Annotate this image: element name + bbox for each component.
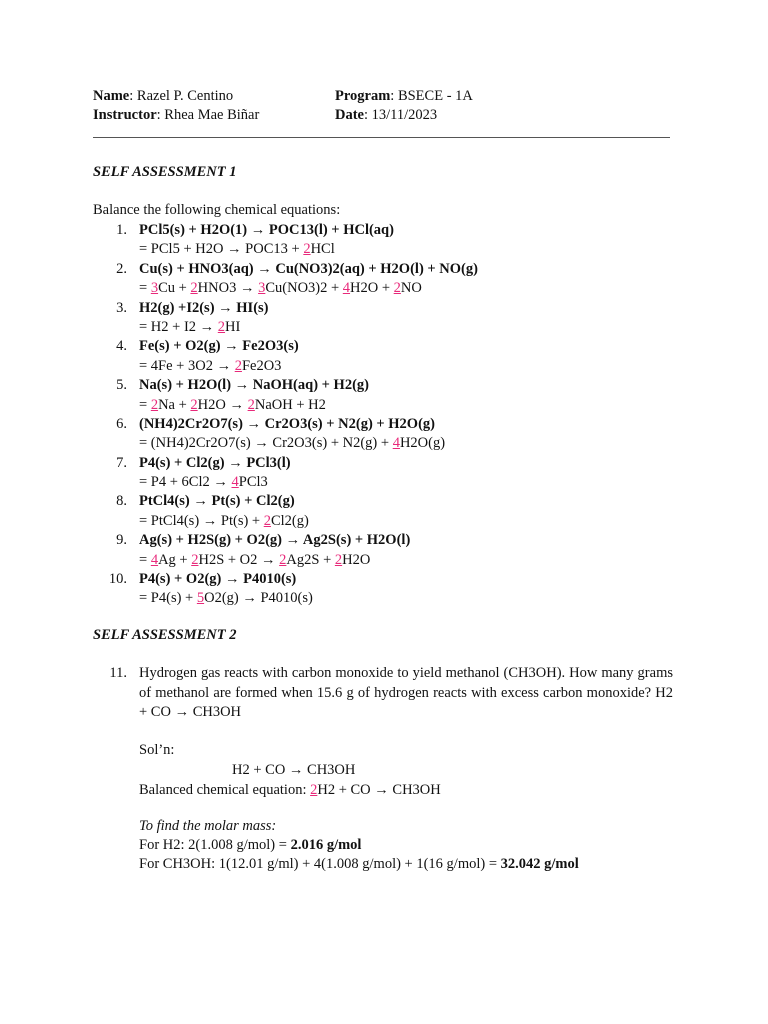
equation-item [93, 337, 673, 376]
coefficient: 2 [150, 396, 159, 413]
balanced-label: Balanced chemical equation: [139, 782, 311, 798]
name-label: Name [93, 88, 130, 104]
equation-text: = H2 + I2 → [139, 318, 218, 335]
balanced-equation [93, 473, 673, 492]
balanced-equation [93, 434, 673, 453]
item-number: 3. [116, 299, 127, 316]
header-row-2 [93, 105, 673, 125]
h2-result: 2.016 g/mol [290, 837, 362, 853]
equation-item [93, 531, 673, 570]
balanced-equation [93, 357, 673, 376]
balanced-coefficient: 2 [310, 782, 318, 798]
name-value: : Razel P. Centino [129, 88, 234, 104]
coefficient: 4 [231, 474, 239, 491]
equation-text: = 4Fe + 3O2 → [139, 357, 235, 374]
coefficient: 3 [150, 280, 159, 297]
balanced-equation [93, 589, 673, 608]
balanced-equation [93, 512, 673, 531]
section1-heading: SELF ASSESSMENT 1 [93, 164, 237, 180]
unbalanced-equation: Cu(s) + HNO3(aq) → Cu(NO3)2(aq) + H2O(l) + NO(g) [139, 260, 478, 277]
equation-item [93, 221, 673, 260]
coefficient: 2 [247, 396, 255, 413]
balanced-equation [93, 240, 673, 259]
unbalanced-equation: H2 + CO → CH3OH [232, 762, 356, 778]
equation-text: H2O [342, 551, 371, 568]
equation-text: Cl2(g) [270, 512, 309, 529]
equation-text: = [139, 551, 151, 568]
unbalanced-equation: Ag(s) + H2S(g) + O2(g) → Ag2S(s) + H2O(l) [139, 532, 411, 549]
balanced-equation [93, 318, 673, 337]
equation-text: NO [400, 280, 422, 297]
section2-heading: SELF ASSESSMENT 2 [93, 627, 237, 643]
equation-text: H2O → [197, 396, 248, 413]
coefficient: 2 [234, 357, 242, 374]
coefficient: 2 [334, 551, 343, 568]
balanced-equation [93, 551, 673, 570]
molar-mass-heading: To find the molar mass: [139, 818, 277, 834]
item-number: 5. [116, 377, 127, 394]
equation-item [93, 570, 673, 609]
equation-text: = PCl5 + H2O → POC13 + [139, 241, 304, 258]
ch3oh-molar-mass-line [139, 856, 579, 873]
coefficient: 4 [342, 280, 351, 297]
unbalanced-equation: Na(s) + H2O(l) → NaOH(aq) + H2(g) [139, 377, 369, 394]
coefficient: 2 [217, 318, 226, 335]
unbalanced-equation: P4(s) + Cl2(g) → PCl3(l) [139, 454, 291, 471]
h2-calculation: For H2: 2(1.008 g/mol) = [139, 837, 291, 853]
solution-label: Sol’n: [139, 742, 175, 758]
equation-item [93, 492, 673, 531]
problem-11 [93, 664, 673, 723]
balanced-equation: H2 + CO → CH3OH [317, 782, 441, 798]
equation-item [93, 299, 673, 338]
coefficient: 4 [392, 435, 400, 452]
coefficient: 2 [303, 241, 311, 258]
equation-text: = [139, 280, 151, 297]
section1-intro: Balance the following chemical equations: [93, 202, 341, 218]
equation-text: H2O(g) [399, 435, 446, 452]
date-label: Date [335, 107, 364, 123]
program-field [335, 86, 473, 106]
instructor-field [93, 105, 259, 125]
ch3oh-calculation: For CH3OH: 1(12.01 g/ml) + 4(1.008 g/mol) + 1(16 g/mol) = [139, 856, 501, 872]
equation-text: = P4 + 6Cl2 → [139, 474, 232, 491]
equation-text: Na + [158, 396, 191, 413]
equation-text: HI [225, 318, 241, 335]
date-value: : 13/11/2023 [364, 107, 438, 123]
header-row-1 [93, 86, 673, 106]
problem-text: Hydrogen gas reacts with carbon monoxide to yield methanol (CH3OH). How many grams of methanol are formed when 15.6 g of hydrogen reacts with excess carbon monoxide? H2 + CO → CH3OH [139, 665, 673, 721]
item-number: 6. [116, 415, 127, 432]
item-number: 8. [116, 493, 127, 510]
instructor-label: Instructor [93, 107, 157, 123]
equation-text: Cu(NO3)2 + [265, 280, 343, 297]
item-number: 4. [116, 338, 127, 355]
header-divider [93, 137, 670, 138]
equation-text: HNO3 → [197, 280, 259, 297]
balanced-equation-line [139, 782, 441, 799]
unbalanced-equation: PCl5(s) + H2O(1) → POC13(l) + HCl(aq) [139, 222, 394, 238]
coefficient: 2 [263, 512, 271, 529]
coefficient: 2 [279, 551, 287, 568]
equation-text: Ag + [158, 551, 192, 568]
item-number: 7. [116, 454, 127, 471]
equation-text: NaOH + H2 [254, 396, 326, 413]
h2-molar-mass-line [139, 837, 361, 854]
unbalanced-equation: PtCl4(s) → Pt(s) + Cl2(g) [139, 493, 295, 510]
date-field [335, 105, 437, 125]
equation-text: = [139, 396, 151, 413]
equation-text: Cu + [158, 280, 191, 297]
balanced-equation [93, 279, 673, 298]
name-field [93, 86, 233, 106]
equation-text: Ag2S + [286, 551, 335, 568]
equation-item [93, 454, 673, 493]
equation-text: H2O + [350, 280, 394, 297]
coefficient: 2 [191, 551, 199, 568]
equation-text: = P4(s) + [139, 590, 197, 607]
coefficient: 2 [393, 280, 401, 297]
unbalanced-equation: Fe(s) + O2(g) → Fe2O3(s) [139, 338, 299, 355]
equation-text: = (NH4)2Cr2O7(s) → Cr2O3(s) + N2(g) + [139, 435, 393, 452]
coefficient: 3 [258, 280, 266, 297]
unbalanced-equation: P4(s) + O2(g) → P4010(s) [139, 571, 297, 588]
equation-text: HCl [310, 241, 335, 258]
equation-text: = PtCl4(s) → Pt(s) + [139, 512, 264, 529]
coefficient: 5 [196, 590, 205, 607]
unbalanced-equation: (NH4)2Cr2O7(s) → Cr2O3(s) + N2(g) + H2O(g) [139, 415, 435, 432]
item-number: 9. [116, 532, 127, 549]
balanced-equation [93, 396, 673, 415]
equation-text: H2S + O2 → [198, 551, 280, 568]
program-value: : BSECE - 1A [390, 88, 473, 104]
program-label: Program [335, 88, 391, 104]
coefficient: 4 [150, 551, 159, 568]
equation-text: PCl3 [238, 474, 268, 491]
item-number: 2. [116, 260, 127, 277]
unbalanced-equation: H2(g) +I2(s) → HI(s) [139, 299, 269, 316]
equation-item [93, 260, 673, 299]
equation-text: O2(g) → P4010(s) [204, 590, 313, 607]
item-number: 10. [108, 571, 127, 588]
equation-item [93, 415, 673, 454]
ch3oh-result: 32.042 g/mol [500, 856, 579, 872]
item-number: 1. [116, 222, 127, 238]
instructor-value: : Rhea Mae Biñar [156, 107, 260, 123]
equation-list [93, 221, 673, 609]
coefficient: 2 [190, 396, 198, 413]
coefficient: 2 [190, 280, 198, 297]
problem-number: 11. [109, 665, 127, 681]
equation-text: Fe2O3 [241, 357, 282, 374]
equation-item [93, 376, 673, 415]
